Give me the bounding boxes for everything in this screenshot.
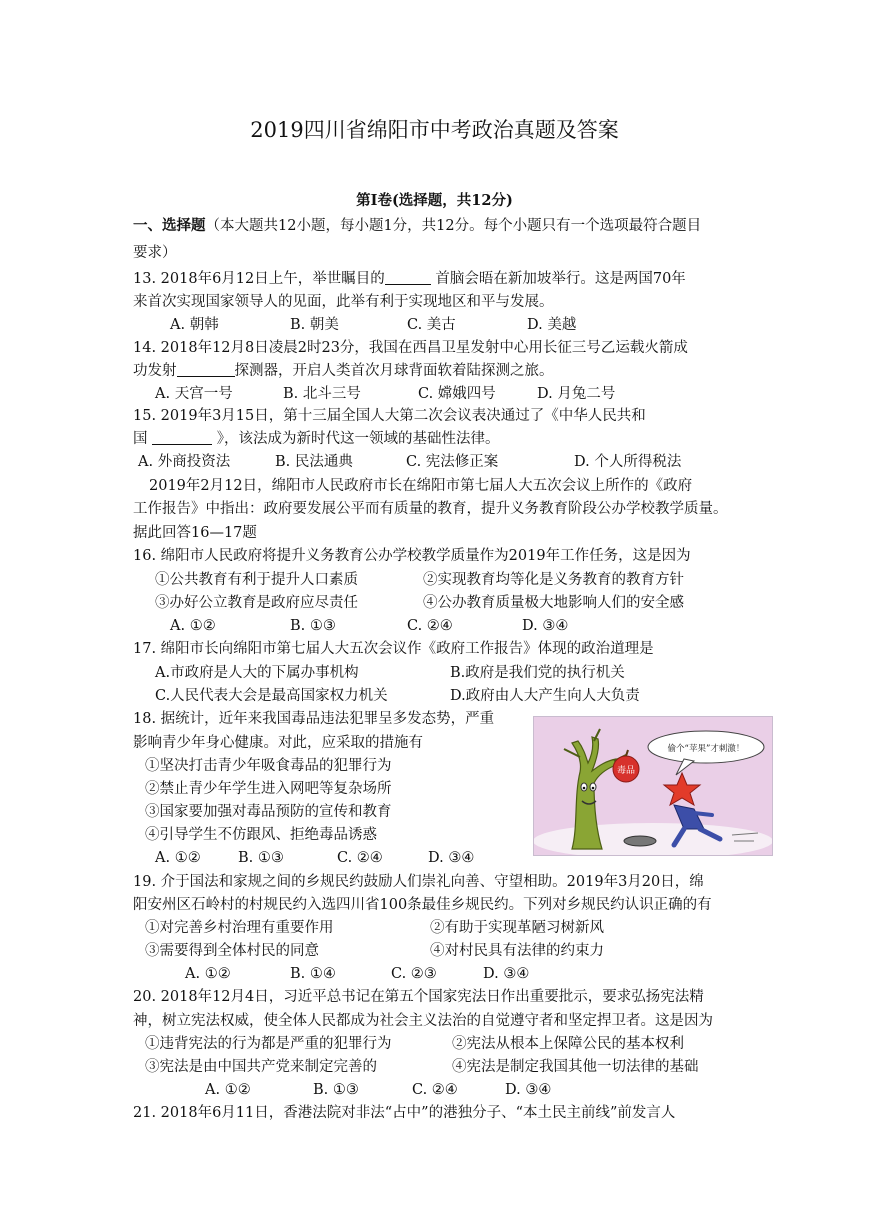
q19-option-d: D. ③④ <box>483 966 530 982</box>
q17-stem: 17. 绵阳市长向绵阳市第七届人大五次会议作《政府工作报告》体现的政治道理是 <box>133 641 654 657</box>
manhole-icon <box>624 836 656 846</box>
q14-text-b: 探测器，开启人类首次月球背面软着陆探测之旅。 <box>234 363 554 379</box>
material-line-3: 据此回答16—17题 <box>133 525 257 541</box>
q13-text-a: 13. 2018年6月12日上午，举世瞩目的 <box>133 271 385 287</box>
q18-line-2: 影响青少年身心健康。对此，应采取的措施有 <box>133 735 423 751</box>
intro-line-2: 要求） <box>133 245 177 261</box>
q18-statement-2: ②禁止青少年学生进入网吧等复杂场所 <box>145 781 392 797</box>
cartoon-illustration <box>534 717 772 855</box>
q16-option-b: B. ①③ <box>290 618 336 634</box>
q17-option-d: D.政府由人大产生向人大负责 <box>450 688 640 704</box>
q18-statement-3: ③国家要加强对毒品预防的宣传和教育 <box>145 804 392 820</box>
q20-statement-3: ③宪法是由中国共产党来制定完善的 <box>145 1059 377 1075</box>
q14-text-a: 功发射 <box>133 363 177 379</box>
q20-statement-1: ①违背宪法的行为都是严重的犯罪行为 <box>145 1036 392 1052</box>
q18-statement-4: ④引导学生不仿跟风、拒绝毒品诱惑 <box>145 827 377 843</box>
q17-option-b: B.政府是我们党的执行机关 <box>450 665 625 681</box>
q16-statement-3: ③办好公立教育是政府应尽责任 <box>155 595 358 611</box>
q14-option-c: C. 嫦娥四号 <box>418 386 496 402</box>
speech-bubble-text: 偷个“苹果”才刺激！ <box>667 744 745 754</box>
q15-option-a: A. 外商投资法 <box>138 454 231 470</box>
q15-line-1: 15. 2019年3月15日，第十三届全国人大第二次会议表决通过了《中华人民共和 <box>133 408 646 424</box>
q21-line-1: 21. 2018年6月11日，香港法院对非法“占中”的港独分子、“本土民主前线”前发言人 <box>133 1105 676 1121</box>
page-title: 2019四川省绵阳市中考政治真题及答案 <box>250 118 619 142</box>
q16-stem: 16. 绵阳市人民政府将提升义务教育公办学校教学质量作为2019年工作任务，这是因为 <box>133 548 691 564</box>
material-line-2: 工作报告》中指出：政府要发展公平而有质量的教育，提升义务教育阶段公办学校教学质量。 <box>133 501 728 517</box>
q19-statement-2: ②有助于实现革陋习树新风 <box>430 920 604 936</box>
q14-line-2 <box>133 361 554 381</box>
q13-option-a: A. 朝韩 <box>170 317 219 333</box>
q14-blank <box>177 362 235 377</box>
intro-line-1 <box>133 216 701 236</box>
q14-option-b: B. 北斗三号 <box>283 386 361 402</box>
q13-line-1 <box>133 269 686 289</box>
q19-statement-3: ③需要得到全体村民的同意 <box>145 943 319 959</box>
poison-apple-label: 毒品 <box>616 765 636 775</box>
q16-option-a: A. ①② <box>170 618 216 634</box>
q19-option-b: B. ①④ <box>290 966 336 982</box>
q13-blank <box>385 270 431 285</box>
q13-option-c: C. 美古 <box>407 317 456 333</box>
q18-cartoon <box>533 716 773 856</box>
q20-option-d: D. ③④ <box>505 1082 552 1098</box>
q13-option-d: D. 美越 <box>527 317 577 333</box>
q13-text-b: 首脑会晤在新加坡举行。这是两国70年 <box>430 271 686 287</box>
q14-line-1: 14. 2018年12月8日凌晨2时23分，我国在西昌卫星发射中心用长征三号乙运载火箭成 <box>133 340 688 356</box>
q15-text-b: 》，该法成为新时代这一领域的基础性法律。 <box>212 431 500 447</box>
intro-text: （本大题共12小题，每小题1分，共12分。每个小题只有一个选项最符合题目 <box>205 218 702 234</box>
q20-option-a: A. ①② <box>205 1082 251 1098</box>
q17-option-c: C.人民代表大会是最高国家权力机关 <box>155 688 388 704</box>
q13-option-b: B. 朝美 <box>290 317 339 333</box>
intro-bold: 一、选择题 <box>133 217 206 234</box>
q15-blank <box>152 430 212 445</box>
q16-statement-4: ④公办教育质量极大地影响人们的安全感 <box>423 595 684 611</box>
q15-option-d: D. 个人所得税法 <box>574 454 682 470</box>
q16-statement-1: ①公共教育有利于提升人口素质 <box>155 572 358 588</box>
q18-option-a: A. ①② <box>155 850 201 866</box>
section-header: 第Ⅰ卷(选择题，共12分) <box>356 192 513 209</box>
q19-statement-4: ④对村民具有法律的约束力 <box>430 943 604 959</box>
q20-option-c: C. ②④ <box>412 1082 458 1098</box>
q19-option-a: A. ①② <box>185 966 231 982</box>
q17-option-a: A.市政府是人大的下属办事机构 <box>155 665 359 681</box>
q15-option-c: C. 宪法修正案 <box>406 454 499 470</box>
q20-line-2: 神，树立宪法权威，使全体人民都成为社会主义法治的自觉遵守者和坚定捍卫者。这是因为 <box>133 1013 713 1029</box>
q19-statement-1: ①对完善乡村治理有重要作用 <box>145 920 334 936</box>
q18-option-b: B. ①③ <box>238 850 284 866</box>
q14-option-d: D. 月兔二号 <box>537 386 616 402</box>
q19-line-2: 阳安州区石岭村的村规民约入选四川省100条最佳乡规民约。下列对乡规民约认识正确的有 <box>133 897 712 913</box>
q13-line-2: 来首次实现国家领导人的见面，此举有利于实现地区和平与发展。 <box>133 294 554 310</box>
q15-option-b: B. 民法通典 <box>275 454 353 470</box>
q19-option-c: C. ②③ <box>391 966 437 982</box>
q20-line-1: 20. 2018年12月4日，习近平总书记在第五个国家宪法日作出重要批示，要求弘扬宪法精 <box>133 989 704 1005</box>
q20-statement-2: ②宪法从根本上保障公民的基本权利 <box>452 1036 684 1052</box>
q18-option-d: D. ③④ <box>428 850 475 866</box>
q18-option-c: C. ②④ <box>337 850 383 866</box>
q18-statement-1: ①坚决打击青少年吸食毒品的犯罪行为 <box>145 758 392 774</box>
q14-option-a: A. 天宫一号 <box>155 386 233 402</box>
q18-line-1: 18. 据统计，近年来我国毒品违法犯罪呈多发态势，严重 <box>133 711 495 727</box>
material-line-1: 2019年2月12日，绵阳市人民政府市长在绵阳市第七届人大五次会议上所作的《政府 <box>149 478 693 494</box>
q15-text-a: 国 <box>133 431 153 447</box>
q20-option-b: B. ①③ <box>313 1082 359 1098</box>
q15-line-2 <box>133 429 499 449</box>
q20-statement-4: ④宪法是制定我国其他一切法律的基础 <box>452 1059 699 1075</box>
q19-line-1: 19. 介于国法和家规之间的乡规民约鼓励人们崇礼向善、守望相助。2019年3月20日，绵 <box>133 874 704 890</box>
q16-option-c: C. ②④ <box>407 618 453 634</box>
q16-option-d: D. ③④ <box>522 618 569 634</box>
q16-statement-2: ②实现教育均等化是义务教育的教育方针 <box>423 572 684 588</box>
